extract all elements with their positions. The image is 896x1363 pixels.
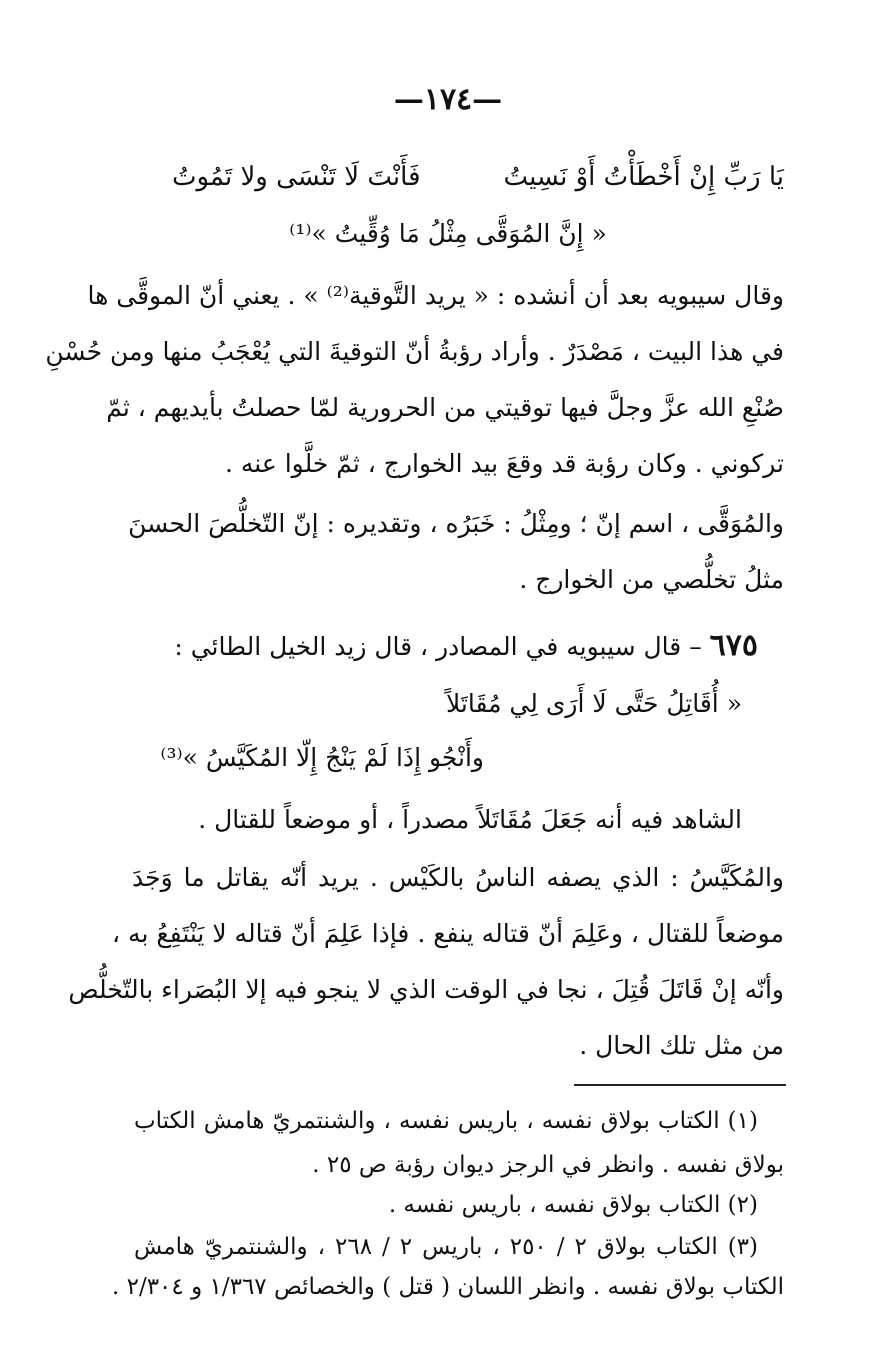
verse-first-hemistich: يَا رَبِّ إِنْ أَخْطَأْتُ أَوْ نَسِيتُ: [503, 162, 784, 192]
footnote-divider: [574, 1084, 786, 1086]
paragraph1-line1: وقال سيبويه بعد أن أنشده : « يريد التَّوقية⁽²⁾ » . يعني أنّ الموقَّى ها: [87, 281, 784, 310]
verse-third-line: « إِنَّ المُوَقَّى مِثْلُ مَا وُقِّيتُ »⁽¹⁾: [289, 219, 607, 248]
footnote-3-line2: الكتاب بولاق نفسه . وانظر اللسان ( قتل ) والخصائص ١/٣٦٧ و ٢/٣٠٤ .: [111, 1274, 784, 1300]
entry-shahid: الشاهد فيه أنه جَعَلَ مُقَاتَلاً مصدراً ، أو موضعاً للقتال .: [198, 805, 742, 834]
paragraph1-line3: صُنْعِ الله عزَّ وجلَّ فيها توقيتي من الحرورية لمّا حصلتُ بأيديهم ، ثمّ: [106, 393, 784, 422]
paragraph2-line1: والمُوَقَّى ، اسم إنّ ؛ ومِثْلُ : خَبَرُه ، وتقديره : إنّ التّخلُّصَ الحسنَ: [128, 509, 784, 538]
entry-number: ٦٧٥: [709, 628, 758, 663]
paragraph1-line2: في هذا البيت ، مَصْدَرٌ . وأراد رؤبةُ أنّ التوقيةَ التي يُعْجَبُ منها ومن حُسْنِ: [45, 337, 784, 366]
paragraph2-line2: مثلُ تخلُّصي من الخوارج .: [519, 565, 784, 594]
entry-intro: – قال سيبويه في المصادر ، قال زيد الخيل الطائي :: [174, 632, 702, 661]
paragraph3-line4: من مثل تلك الحال .: [579, 1031, 784, 1060]
paragraph3-line3: وأنّه إنْ قَاتَلَ قُتِلَ ، نجا في الوقت الذي لا ينجو فيه إلا البُصَراء بالتّخلُّص: [68, 975, 784, 1004]
paragraph3-line2: موضعاً للقتال ، وعَلِمَ أنّ قتاله ينفع . فإذا عَلِمَ أنّ قتاله لا يَنْتَفِعُ به ،: [112, 919, 784, 948]
paragraph3-line1: والمُكَيَّسُ : الذي يصفه الناسُ بالكَيْس . يريد أنّه يقاتل ما وَجَدَ: [132, 863, 784, 892]
entry-verse-a: « أُقَاتِلُ حَتَّى لَا أَرَى لِي مُقَاتَلاً: [445, 689, 742, 718]
verse-second-hemistich: فَأَنْتَ لَا تَنْسَى ولا تَمُوتُ: [172, 162, 421, 192]
footnote-1-line2: بولاق نفسه . وانظر في الرجز ديوان رؤبة ص ٢٥ .: [312, 1152, 784, 1178]
page-number: —١٧٤—: [393, 82, 503, 117]
footnote-1-line1: (١) الكتاب بولاق نفسه ، باريس نفسه ، والشنتمريّ هامش الكتاب: [134, 1108, 758, 1134]
paragraph1-line4: تركوني . وكان رؤبة قد وقعَ بيد الخوارج ، ثمّ خلَّوا عنه .: [225, 449, 784, 478]
entry-675-header: [174, 626, 758, 666]
footnote-2: (٢) الكتاب بولاق نفسه ، باريس نفسه .: [388, 1192, 758, 1218]
entry-verse-b: وأَنْجُو إِذَا لَمْ يَنْجُ إِلّا المُكَيَّسُ »⁽³⁾: [160, 743, 484, 772]
footnote-3-line1: (٣) الكتاب بولاق ٢ / ٢٥٠ ، باريس ٢ / ٢٦٨ ، والشنتمريّ هامش: [134, 1234, 759, 1260]
